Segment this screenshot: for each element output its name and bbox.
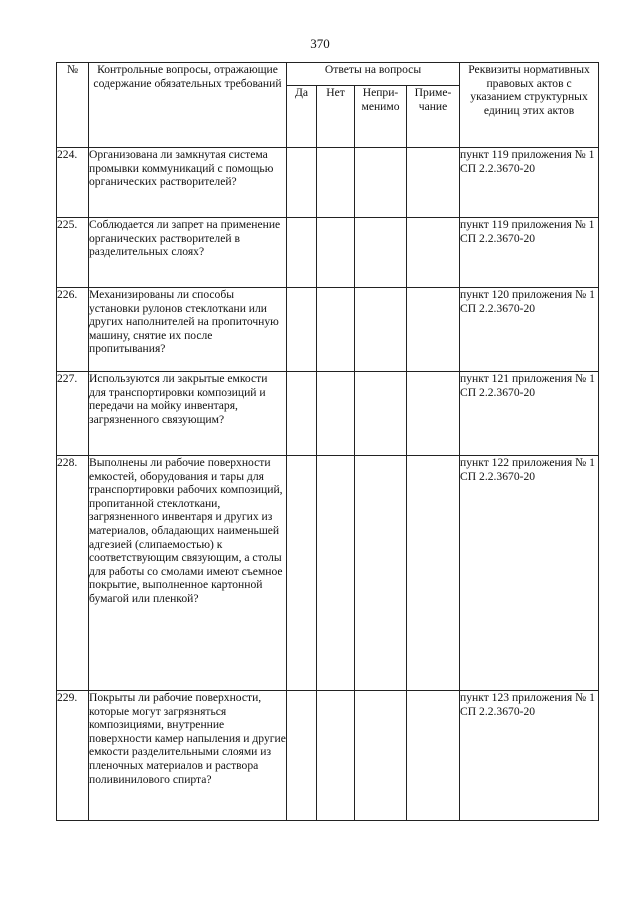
row-question: Механизированы ли способы установки рулонов стеклоткани или других наполнителей на пропиточную машину, снятие их после пропитывания? bbox=[89, 288, 287, 372]
answer-no-cell[interactable] bbox=[317, 372, 355, 456]
row-number: 225. bbox=[57, 218, 89, 288]
header-yes: Да bbox=[287, 86, 317, 148]
answer-not-applicable-cell[interactable] bbox=[355, 691, 407, 821]
answer-note-cell[interactable] bbox=[407, 372, 460, 456]
row-question: Выполнены ли рабочие поверхности емкостей, оборудования и тары для транспортировки рабочих композиций, пропитанной стеклоткани, загрязненного инвентаря и других из материалов, обладающих наименьшей адгезией (слипаемостью) к соответствующим связующим, а столы для работы со смолами имеют съемное покрытие, выполненное картонной бумагой или пленкой? bbox=[89, 456, 287, 691]
answer-no-cell[interactable] bbox=[317, 288, 355, 372]
answer-note-cell[interactable] bbox=[407, 691, 460, 821]
header-note: Приме-чание bbox=[407, 86, 460, 148]
answer-no-cell[interactable] bbox=[317, 218, 355, 288]
answer-note-cell[interactable] bbox=[407, 456, 460, 691]
answer-no-cell[interactable] bbox=[317, 691, 355, 821]
row-number: 226. bbox=[57, 288, 89, 372]
answer-no-cell[interactable] bbox=[317, 148, 355, 218]
answer-note-cell[interactable] bbox=[407, 288, 460, 372]
row-requisites: пункт 120 приложения № 1 СП 2.2.3670-20 bbox=[460, 288, 599, 372]
header-number: № bbox=[57, 63, 89, 148]
answer-note-cell[interactable] bbox=[407, 218, 460, 288]
row-requisites: пункт 122 приложения № 1 СП 2.2.3670-20 bbox=[460, 456, 599, 691]
answer-not-applicable-cell[interactable] bbox=[355, 456, 407, 691]
row-number: 227. bbox=[57, 372, 89, 456]
table-row bbox=[57, 148, 599, 218]
header-requisites: Реквизиты нормативных правовых актов с указанием структурных единиц этих актов bbox=[460, 63, 599, 148]
row-number: 224. bbox=[57, 148, 89, 218]
table-row bbox=[57, 218, 599, 288]
table-row bbox=[57, 456, 599, 691]
header-answers: Ответы на вопросы bbox=[287, 63, 460, 86]
table-row bbox=[57, 691, 599, 821]
answer-no-cell[interactable] bbox=[317, 456, 355, 691]
answer-not-applicable-cell[interactable] bbox=[355, 218, 407, 288]
row-question: Покрыты ли рабочие поверхности, которые могут загрязняться композициями, внутренние поверхности камер напыления и другие емкости разделительными слоями из пленочных материалов и раствора поливинилового спирта? bbox=[89, 691, 287, 821]
row-question: Используются ли закрытые емкости для транспортировки композиций и передачи на мойку инвентаря, загрязненного связующим? bbox=[89, 372, 287, 456]
row-requisites: пункт 119 приложения № 1 СП 2.2.3670-20 bbox=[460, 148, 599, 218]
row-requisites: пункт 123 приложения № 1 СП 2.2.3670-20 bbox=[460, 691, 599, 821]
answer-not-applicable-cell[interactable] bbox=[355, 288, 407, 372]
answer-yes-cell[interactable] bbox=[287, 691, 317, 821]
answer-not-applicable-cell[interactable] bbox=[355, 372, 407, 456]
header-question: Контрольные вопросы, отражающие содержание обязательных требований bbox=[89, 63, 287, 148]
answer-note-cell[interactable] bbox=[407, 148, 460, 218]
row-requisites: пункт 121 приложения № 1 СП 2.2.3670-20 bbox=[460, 372, 599, 456]
row-question: Соблюдается ли запрет на применение органических растворителей в разделительных слоях? bbox=[89, 218, 287, 288]
checklist-table bbox=[56, 62, 599, 821]
answer-yes-cell[interactable] bbox=[287, 372, 317, 456]
page-number: 370 bbox=[310, 36, 330, 51]
answer-yes-cell[interactable] bbox=[287, 288, 317, 372]
header-not-applicable: Непри-менимо bbox=[355, 86, 407, 148]
answer-yes-cell[interactable] bbox=[287, 148, 317, 218]
answer-not-applicable-cell[interactable] bbox=[355, 148, 407, 218]
row-number: 228. bbox=[57, 456, 89, 691]
row-number: 229. bbox=[57, 691, 89, 821]
table-row bbox=[57, 372, 599, 456]
answer-yes-cell[interactable] bbox=[287, 218, 317, 288]
row-requisites: пункт 119 приложения № 1 СП 2.2.3670-20 bbox=[460, 218, 599, 288]
row-question: Организована ли замкнутая система промывки коммуникаций с помощью органических растворителей? bbox=[89, 148, 287, 218]
table-row bbox=[57, 288, 599, 372]
header-no: Нет bbox=[317, 86, 355, 148]
answer-yes-cell[interactable] bbox=[287, 456, 317, 691]
header-row-top bbox=[57, 63, 599, 86]
